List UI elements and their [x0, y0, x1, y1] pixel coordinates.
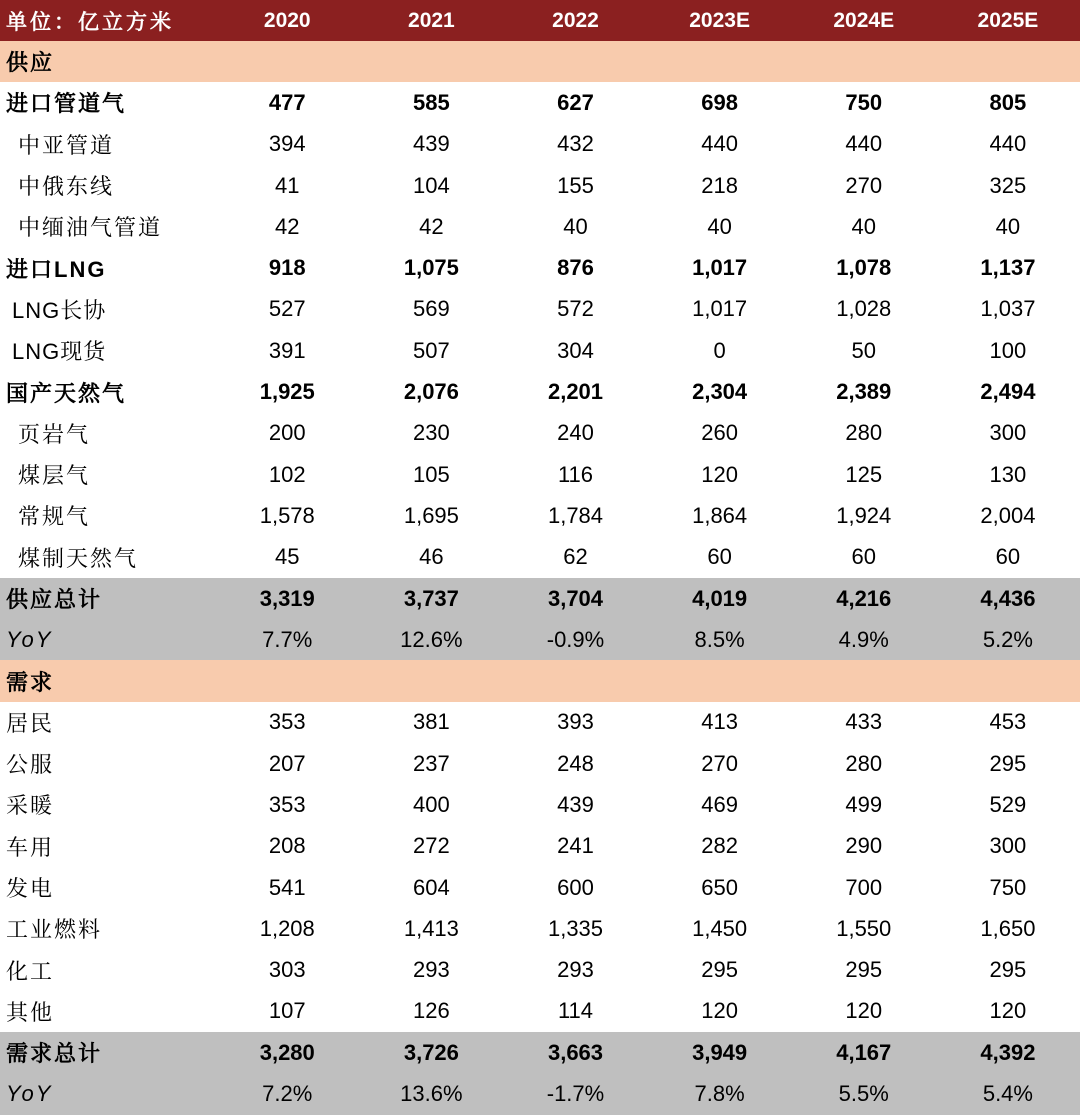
row-label: YoY	[6, 626, 53, 652]
value-cell: 2,076	[403, 379, 459, 405]
value-cell: 2,201	[547, 379, 604, 405]
year-header: 2023E	[689, 8, 750, 32]
value-cell: 1,650	[980, 915, 1036, 941]
value-cell: 295	[845, 957, 883, 983]
row-label: 煤层气	[18, 463, 91, 489]
table-row	[0, 124, 1080, 165]
row-label: 公服	[6, 752, 55, 778]
value-cell: 1,028	[836, 296, 892, 322]
table-row	[0, 950, 1080, 991]
value-cell: 325	[989, 172, 1027, 198]
row-label: 发电	[6, 876, 55, 902]
value-cell: 4,436	[980, 585, 1036, 611]
table-row	[0, 413, 1080, 454]
value-cell: 507	[413, 337, 450, 363]
value-cell: 569	[413, 296, 450, 322]
value-cell: 3,949	[692, 1039, 748, 1065]
value-cell: 3,737	[403, 585, 459, 611]
table-row	[0, 289, 1080, 330]
value-cell: 1,017	[692, 296, 748, 322]
value-cell: 1,413	[403, 915, 459, 941]
table-row	[0, 206, 1080, 247]
table-row	[0, 454, 1080, 495]
table-row	[0, 908, 1080, 949]
value-cell: 300	[989, 420, 1027, 446]
value-cell: 120	[701, 998, 738, 1024]
value-cell: 529	[989, 791, 1027, 817]
value-cell: 1,924	[836, 502, 892, 528]
value-cell: 218	[701, 172, 738, 198]
value-cell: 3,280	[259, 1039, 315, 1065]
value-cell: 45	[275, 544, 300, 570]
value-cell: 353	[268, 709, 306, 735]
total-row	[0, 578, 1080, 619]
value-cell: 604	[413, 874, 450, 900]
row-label: 需求总计	[6, 1041, 103, 1067]
value-cell: 248	[557, 750, 594, 776]
value-cell: 270	[845, 172, 883, 198]
value-cell: 207	[268, 750, 306, 776]
value-cell: 541	[268, 874, 306, 900]
value-cell: 300	[989, 833, 1027, 859]
value-cell: 627	[557, 89, 594, 115]
table-row	[0, 371, 1080, 412]
table-row	[0, 991, 1080, 1032]
table-body	[0, 41, 1080, 1115]
value-cell: 2,304	[692, 379, 748, 405]
value-cell: 104	[413, 172, 450, 198]
value-cell: 280	[845, 420, 883, 446]
header-row	[0, 0, 1080, 41]
row-label: 中缅油气管道	[18, 215, 163, 241]
value-cell: 125	[845, 461, 883, 487]
value-cell: 1,017	[692, 255, 748, 281]
value-cell: 1,075	[403, 255, 459, 281]
value-cell: 527	[268, 296, 306, 322]
year-header: 2020	[263, 8, 311, 32]
table-row	[0, 495, 1080, 536]
value-cell: 12.6%	[400, 626, 463, 652]
row-label: 工业燃料	[6, 917, 103, 943]
value-cell: 1,925	[259, 379, 315, 405]
table-row	[0, 867, 1080, 908]
year-header: 2024E	[833, 8, 895, 32]
value-cell: 4,019	[692, 585, 748, 611]
value-cell: 750	[845, 89, 883, 115]
value-cell: 105	[413, 461, 450, 487]
value-cell: 3,663	[547, 1039, 604, 1065]
value-cell: 126	[413, 998, 450, 1024]
table-row	[0, 702, 1080, 743]
value-cell: 293	[557, 957, 594, 983]
value-cell: 272	[413, 833, 450, 859]
value-cell: 60	[851, 544, 876, 570]
value-cell: 120	[845, 998, 883, 1024]
value-cell: 440	[845, 131, 883, 157]
value-cell: 40	[563, 213, 588, 239]
value-cell: 440	[989, 131, 1027, 157]
value-cell: 2,494	[980, 379, 1036, 405]
value-cell: 155	[557, 172, 594, 198]
value-cell: 114	[557, 998, 594, 1024]
row-label: 进口管道气	[6, 91, 127, 117]
year-header: 2025E	[977, 8, 1039, 32]
value-cell: 918	[268, 255, 306, 281]
value-cell: 102	[268, 461, 306, 487]
yoy-row	[0, 1073, 1080, 1114]
value-cell: 4,216	[836, 585, 892, 611]
value-cell: 295	[701, 957, 738, 983]
value-cell: 5.2%	[982, 626, 1033, 652]
value-cell: 120	[989, 998, 1027, 1024]
row-label: 车用	[6, 834, 55, 860]
table-row	[0, 82, 1080, 123]
value-cell: 4,167	[836, 1039, 892, 1065]
value-cell: 400	[413, 791, 450, 817]
value-cell: 282	[701, 833, 738, 859]
value-cell: 381	[413, 709, 450, 735]
value-cell: 40	[707, 213, 732, 239]
value-cell: 240	[557, 420, 594, 446]
row-label: 中俄东线	[18, 174, 115, 200]
value-cell: 200	[268, 420, 306, 446]
value-cell: 650	[701, 874, 738, 900]
row-label: 页岩气	[18, 421, 91, 447]
value-cell: 2,389	[836, 379, 892, 405]
value-cell: 432	[557, 131, 594, 157]
value-cell: 3,726	[403, 1039, 459, 1065]
year-header: 2022	[552, 8, 599, 32]
value-cell: 700	[845, 874, 883, 900]
value-cell: 439	[557, 791, 594, 817]
value-cell: 40	[851, 213, 876, 239]
row-label: 采暖	[6, 793, 55, 819]
value-cell: 290	[845, 833, 883, 859]
value-cell: 5.5%	[838, 1081, 889, 1107]
table-row	[0, 330, 1080, 371]
value-cell: 477	[268, 89, 306, 115]
value-cell: 304	[557, 337, 594, 363]
section-title: 供应	[6, 50, 55, 76]
value-cell: 3,704	[547, 585, 604, 611]
value-cell: 241	[557, 833, 594, 859]
value-cell: 1,578	[259, 502, 315, 528]
row-label: 中亚管道	[18, 132, 115, 158]
value-cell: 4.9%	[838, 626, 889, 652]
value-cell: -0.9%	[546, 626, 605, 652]
value-cell: 60	[707, 544, 732, 570]
value-cell: 295	[989, 750, 1027, 776]
value-cell: 750	[989, 874, 1027, 900]
section-title: 需求	[6, 669, 55, 695]
unit-label: 单位：亿立方米	[6, 10, 174, 34]
section-header-row	[0, 660, 1080, 701]
value-cell: 50	[851, 337, 876, 363]
value-cell: 62	[563, 544, 588, 570]
table-row	[0, 784, 1080, 825]
value-cell: 230	[413, 420, 450, 446]
value-cell: 876	[557, 255, 594, 281]
value-cell: 0	[713, 337, 726, 363]
row-label: 供应总计	[6, 587, 103, 612]
value-cell: 391	[268, 337, 306, 363]
value-cell: 42	[275, 213, 300, 239]
value-cell: 440	[701, 131, 738, 157]
value-cell: 295	[989, 957, 1027, 983]
value-cell: 42	[419, 213, 444, 239]
value-cell: 1,137	[980, 255, 1036, 281]
value-cell: 600	[557, 874, 594, 900]
value-cell: 8.5%	[694, 626, 745, 652]
value-cell: 394	[268, 131, 306, 157]
value-cell: 7.8%	[694, 1081, 745, 1107]
row-label: 居民	[6, 710, 55, 736]
value-cell: 433	[845, 709, 883, 735]
value-cell: 393	[557, 709, 594, 735]
table-row	[0, 165, 1080, 206]
value-cell: 5.4%	[982, 1081, 1033, 1107]
row-label: YoY	[6, 1081, 53, 1107]
row-label: 国产天然气	[6, 380, 127, 406]
value-cell: 1,450	[692, 915, 748, 941]
row-label: 常规气	[18, 504, 91, 530]
yoy-row	[0, 619, 1080, 660]
value-cell: 1,078	[836, 255, 892, 281]
total-row	[0, 1032, 1080, 1073]
value-cell: 100	[989, 337, 1027, 363]
table-row	[0, 247, 1080, 288]
table-row	[0, 743, 1080, 784]
value-cell: 270	[701, 750, 738, 776]
value-cell: 1,784	[547, 502, 604, 528]
value-cell: 120	[701, 461, 738, 487]
value-cell: 41	[275, 172, 300, 198]
row-label: 进口LNG	[6, 256, 107, 282]
value-cell: 107	[268, 998, 306, 1024]
value-cell: 116	[557, 461, 594, 487]
value-cell: 698	[701, 89, 738, 115]
value-cell: 13.6%	[400, 1081, 463, 1107]
section-header-row	[0, 41, 1080, 82]
value-cell: 280	[845, 750, 883, 776]
row-label: 化工	[6, 958, 55, 984]
value-cell: 46	[419, 544, 444, 570]
value-cell: 1,208	[259, 915, 315, 941]
value-cell: 353	[268, 791, 306, 817]
table-row	[0, 537, 1080, 578]
row-label: 其他	[6, 999, 55, 1025]
value-cell: 303	[268, 957, 306, 983]
value-cell: 208	[268, 833, 306, 859]
value-cell: 413	[701, 709, 738, 735]
row-label: 煤制天然气	[18, 545, 139, 571]
value-cell: 1,550	[836, 915, 892, 941]
value-cell: 439	[413, 131, 450, 157]
value-cell: 572	[557, 296, 594, 322]
value-cell: 4,392	[980, 1039, 1036, 1065]
value-cell: 453	[989, 709, 1027, 735]
value-cell: 3,319	[259, 585, 315, 611]
value-cell: 293	[413, 957, 450, 983]
value-cell: 260	[701, 420, 738, 446]
row-label: LNG现货	[12, 339, 107, 365]
value-cell: 7.2%	[262, 1081, 313, 1107]
value-cell: 1,037	[980, 296, 1036, 322]
value-cell: 60	[995, 544, 1021, 570]
row-label: LNG长协	[12, 297, 107, 323]
value-cell: 237	[413, 750, 450, 776]
value-cell: 585	[413, 89, 450, 115]
value-cell: 469	[701, 791, 738, 817]
value-cell: 1,864	[692, 502, 748, 528]
value-cell: 1,695	[403, 502, 459, 528]
value-cell: 499	[845, 791, 883, 817]
value-cell: -1.7%	[546, 1081, 605, 1107]
year-header: 2021	[408, 8, 455, 32]
value-cell: 805	[989, 89, 1027, 115]
value-cell: 1,335	[547, 915, 604, 941]
value-cell: 2,004	[980, 502, 1036, 528]
value-cell: 7.7%	[262, 626, 313, 652]
value-cell: 130	[989, 461, 1027, 487]
table-row	[0, 826, 1080, 867]
value-cell: 40	[995, 213, 1021, 239]
